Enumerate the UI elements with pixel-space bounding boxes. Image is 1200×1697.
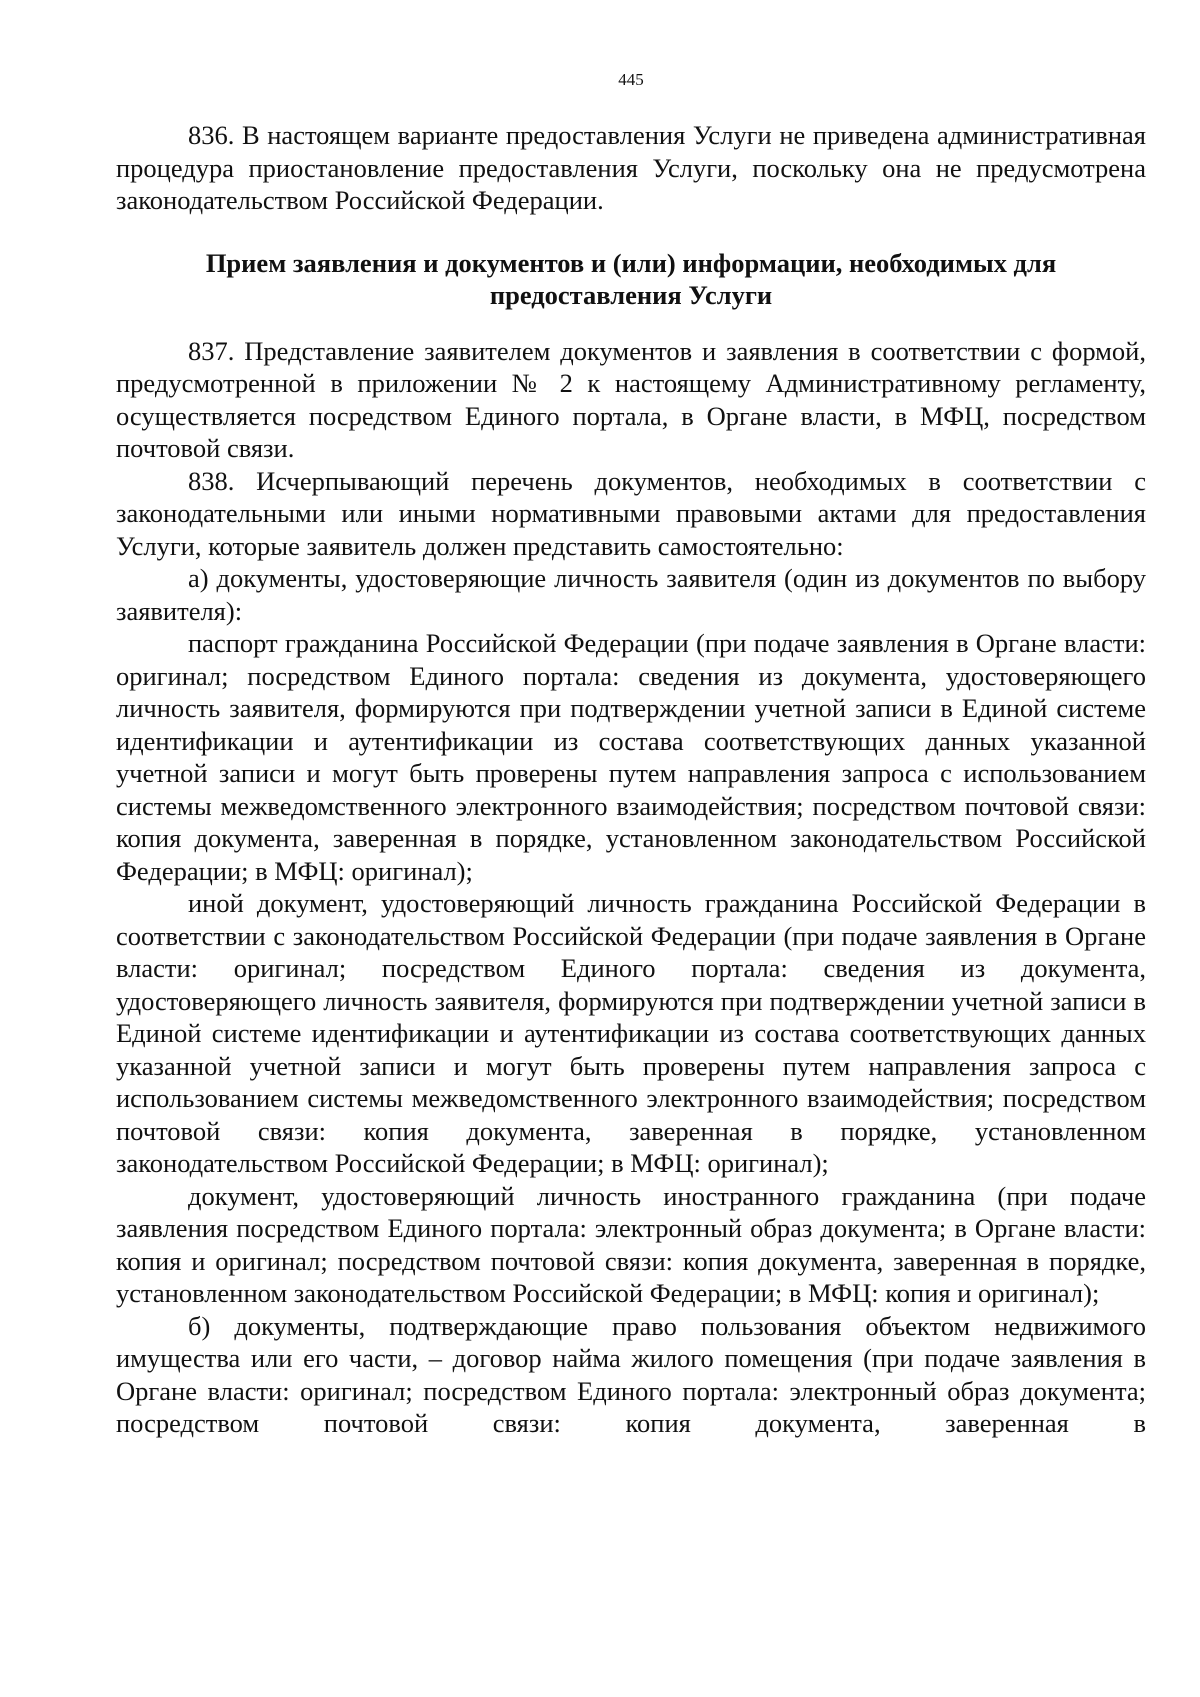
page-number: 445 (618, 70, 644, 89)
paragraph-passport: паспорт гражданина Российской Федерации (при подаче заявления в Органе власти: оригинал; посредством Единого портала: сведения из документа, удостоверяющего личность заявителя, формируются при подтверждении учетной записи в Единой системе идентификации и аутентификации из состава соответствующих данных указанной учетной записи и могут быть проверены путем направления запроса с использованием системы межведомственного электронного взаимодействия; посредством почтовой связи: копия документа, заверенная в порядке, установленном законодательством Российской Федерации; в МФЦ: оригинал); (116, 628, 1146, 886)
paragraph-836: 836. В настоящем варианте предоставления Услуги не приведена административная процедура приостановление предоставления Услуги, поскольку она не предусмотрена законодательством Российской Федерации. (116, 120, 1146, 215)
paragraph-838: 838. Исчерпывающий перечень документов, необходимых в соответствии с законодательными или иными нормативными правовыми актами для предоставления Услуги, которые заявитель должен представить самостоятельно: (116, 465, 1146, 561)
paragraph-837: 837. Представление заявителем документов и заявления в соответствии с формой, предусмотренной в приложении № 2 к настоящему Административному регламенту, осуществляется посредством Единого портала, в Органе власти, в МФЦ, посредством почтовой связи. (116, 335, 1146, 463)
paragraph-item-a: а) документы, удостоверяющие личность заявителя (один из документов по выбору заявителя): (116, 563, 1146, 626)
paragraph-other-id-document: иной документ, удостоверяющий личность гражданина Российской Федерации в соответствии с законодательством Российской Федерации (при подаче заявления в Органе власти: оригинал; посредством Единого портала: сведения из документа, удостоверяющего личность заявителя, формируются при подтверждении учетной записи в Единой системе идентификации и аутентификации из состава соответствующих данных указанной учетной записи и могут быть проверены путем направления запроса с использованием системы межведомственного электронного взаимодействия; посредством почтовой связи: копия документа, заверенная в порядке, установленном законодательством Российской Федерации; в МФЦ: оригинал); (116, 888, 1146, 1178)
document-body (116, 119, 1146, 1440)
section-heading: Прием заявления и документов и (или) информации, необходимых для предоставления Услуги (205, 247, 1057, 310)
paragraph-foreign-citizen-document: документ, удостоверяющий личность иностранного гражданина (при подаче заявления посредством Единого портала: электронный образ документа; в Органе власти: копия и оригинал; посредством почтовой связи: копия документа, заверенная в порядке, установленном законодательством Российской Федерации; в МФЦ: копия и оригинал); (116, 1180, 1146, 1308)
paragraph-item-b: б) документы, подтверждающие право пользования объектом недвижимого имущества или его части, – договор найма жилого помещения (при подаче заявления в Органе власти: оригинал; посредством Единого портала: электронный образ документа; посредством почтовой связи: копия документа, заверенная в (116, 1310, 1146, 1438)
